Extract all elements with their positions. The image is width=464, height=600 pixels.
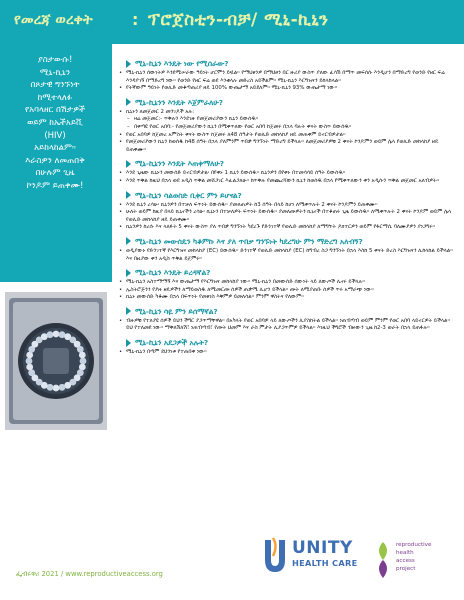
rhap-logo <box>374 536 460 586</box>
faq-section <box>118 267 454 302</box>
pill-dot <box>59 384 66 391</box>
bullet-item: • እንደ ጥቅል ከዚህ በኋላ ወደ አዲስ ጥቅል መሸጋገር እፈልጋለሁ። ከጥቅሉ የመጨረሻውን ኪኒን ከወሰዱ በኋላ የሚቀጥለውን ቀን አዲሱን ጥቅል መጀመር አለብዎት። <box>118 178 454 186</box>
question-text: ሚኒ-ኪኒን እንዴት ይረዳኛል? <box>135 268 211 278</box>
arrow-right-icon <box>126 307 131 315</box>
bullet-item: • ኪኒኑ መውሰድ ካቆሙ በኋላ በፍጥነት የመፀነስ እቅምዎ ይመለሳል። ምንም ዋስትና የለውም። <box>118 294 454 302</box>
header-colon: : <box>132 10 139 29</box>
faq-section <box>118 306 454 333</box>
reminder-line: ኮንዶም ይጠቀሙ! <box>26 180 84 191</box>
pill-dot <box>53 385 60 392</box>
pill-dot <box>79 352 86 359</box>
bullet-item: • ኢስትሮጅንን የያዙ ዘዴዎችን ለማይወስዱ ለሚመርጡ ሰዎች ጠቃሚ ሊሆን ይችላል። ጡት ለሚያጠቡ ሰዎች ጥሩ አማራጭ ነው። <box>118 287 454 295</box>
pill-dot <box>26 358 33 365</box>
rhap-wordmark-line: access <box>396 558 415 564</box>
arrow-right-icon <box>126 269 131 277</box>
question-text: ሚኒ-ኪኒን እንዴት ነው የሚሰራው? <box>135 59 229 68</box>
bullet-item: • ሚኒ-ኪኒን ሰውነትዎ እንደሚሠራው ዓይነት ሆርሞን ይዟል። የማህፀንዎ በማህፀን በር ዙሪያ ውስጥ ያለው ፈሳሽ በማጥ መፍሰሱ እንዲሆን በማድረግ የወንድ የዘር ፍሬ እንዳያገኝ በማድረግ ነው። የወንድ የዘር ፍሬ ወደ እንቁላሉ መድረስ አይችልም። ሚኒ-ኪኒን እርግዝናን ይከላከላል። <box>118 70 454 85</box>
sub-bullet-item: – ዛሬ መጀመር:- ጥቅሉን እንደገዙ የመጀመሪያውን ኪኒን ይውሰዱ። <box>118 116 454 124</box>
section-question <box>126 97 454 108</box>
section-question <box>126 236 454 247</box>
content-column <box>118 58 454 361</box>
bullet-item: • እንደ ጊዜው ኪኒኑን መውሰድ ይኖርብዎታል፡ በየቀኑ 1 ኪኒን ይውሰዱ። ኪኒንዎን በየቀኑ በተመሳሳይ ሰዓት ይውሰዱ። <box>118 170 454 178</box>
reminder-line: አይከላከልም። <box>34 143 76 154</box>
faq-section <box>118 58 454 93</box>
section-question <box>126 306 454 317</box>
arrow-right-icon <box>126 237 131 245</box>
section-question <box>126 158 454 169</box>
footer-url: ፌብሩዋሪ 2021 / www.reproductiveaccess.org <box>16 570 163 578</box>
question-text: ሚኒ-ኪኒንን እንዴት እጀምራለሁ? <box>135 97 223 107</box>
reminder-line: ወይም ከኤችአይቪ <box>27 117 83 128</box>
arrow-right-icon <box>126 98 131 106</box>
pill-dot <box>47 331 54 338</box>
bullet-item: • የወር አበባዎ ከጀመረ አምስት ቀናት ውስጥ ከጀመሩ ለ48 ሰዓታት የወሊድ መከላከያ ዘዴ መጠቀም ይኖርብዎታል። <box>118 132 454 140</box>
question-text: ሚኒ-ኪኒን መውሰዴን ካቆምኩ እና ያለ ጥበቃ ግንኙነት ካደረግሁ ምን ማድረግ አለብኝ? <box>135 236 363 246</box>
section-question <box>126 58 454 69</box>
rhap-wordmark-line: reproductive <box>396 542 432 548</box>
faq-section <box>118 337 454 357</box>
unity-subtitle: HEALTH CARE <box>292 558 358 568</box>
unity-wordmark: UNITY <box>292 538 353 558</box>
pill-pack-image <box>5 292 107 430</box>
bullet-item: • ወዲያውኑ የድንገተኛ የእርግዝና መከላከያ (EC) ይውሰዱ። ድንገተኛ የወሊድ መከላከያ (EC) ከግብረ ስጋ ግንኙነት በኋላ እስከ 5 ቀናት ድረስ እርግዝናን ሊከላከል ይችላል። እና በዚያው ቀን አዲስ ጥቅል ይጀምሩ። <box>118 248 454 263</box>
reminder-line: በጾታዊ ግንኙነት <box>30 80 80 91</box>
unity-mark-icon <box>262 536 288 576</box>
bullet-item: • ሚኒ-ኪኒን አስተማማኝ እና ውጤታማ የእርግዝና መከላከያ ነው። ሚኒ-ኪኒን በመውሰድ ሰውነት ላይ ለውጦች ሊኖሩ ይችላሉ። <box>118 279 454 287</box>
bullet-item: • የመጀመሪያውን ኪኒን ከወሰዱ ከ48 ሰዓት በኋላ ያለምንም ጥበቃ ግንኙነት ማድረግ ይችላሉ። ለመጀመሪያዎቹ 2 ቀናት ኮንዶምን ወይም ሌላ የወሊድ መከላከያ ዘዴ ይጠቀሙ። <box>118 139 454 154</box>
sub-bullet-item: – በቀጣዩ የወር አበባ:- የመጀመሪያውን ኪኒን በሚቀጥለው የወር አበባ ከጀመሩ በኋላ ባሉት ቀናት ውስጥ ይውሰዱ። <box>118 124 454 132</box>
arrow-right-icon <box>126 60 131 68</box>
reminder-line: የአባላዘር በሽታዎች <box>25 105 85 116</box>
header-label: የመረጃ ወረቀት <box>14 12 93 28</box>
bullet-item: • ሁለት ወይም ከዚያ በላይ ኪኒኖችን ረሳሁ፡ ኪኒኑን በተቻለዎት ፍጥነት ይውሰዱ። ያመለጡዎትን ኪኒኖች በተቆጠሩ ጊዜ ይውሰዱ። ለሚቀጥሉት 2 ቀናት ኮንዶም ወይም ሌላ የወሊድ መከላከያ ዘዴ ይጠቀሙ። <box>118 209 454 224</box>
faq-section <box>118 190 454 232</box>
header-bar <box>0 0 464 44</box>
bullet-item: • እንደ ኪኒን ረሳሁ፡ ኪኒንዎን በተቻለ ፍጥነት ይውሰዱ። ያመለጠዎት ከ3 ሰዓት በላይ ከሆነ ለሚቀጥሉት 2 ቀናት ኮንዶምን ይጠቀሙ። <box>118 202 454 210</box>
bullet-item: • ኪኒኑን ለመጀመር 2 መንገዶች አሉ: <box>118 109 454 117</box>
reminder-line: ከሚተላለፉ <box>37 92 73 103</box>
reminder-text <box>6 54 104 193</box>
question-text: ሚኒ-ኪኒንን እንዴት እጠቀማለሁ? <box>135 159 224 169</box>
faq-section <box>118 158 454 185</box>
rhap-leaf-icon <box>374 540 392 580</box>
arrow-right-icon <box>126 339 131 347</box>
faq-section <box>118 236 454 263</box>
section-question <box>126 337 454 348</box>
pill-dot <box>80 358 87 365</box>
reminder-sidebar <box>0 44 112 282</box>
question-text: ሚኒ-ኪኒን ሳዬ ምን ይሰማኛል? <box>135 306 218 316</box>
reminder-line: (HIV) <box>44 130 66 141</box>
question-text: ሚኒ-ኪኒን አደጋዎች አሉት? <box>135 338 209 348</box>
rhap-wordmark-line: project <box>396 566 416 572</box>
reminder-line: እራስዎን ለመጠበቅ <box>25 155 85 166</box>
faq-section <box>118 97 454 155</box>
pill-dot <box>26 364 33 371</box>
page-title: ፕሮጀስቲን-ብቻ/ ሚኒ-ኪኒን <box>148 10 329 30</box>
arrow-right-icon <box>126 191 131 199</box>
reminder-line: ያስታውሱ! <box>37 55 73 65</box>
pill-dot <box>53 331 60 338</box>
rhap-wordmark-line: health <box>396 550 414 556</box>
unity-logo <box>262 534 366 582</box>
bullet-item: • ሚኒ-ኪኒን በጣም ደህንነቱ የተጠበቀ ነው። <box>118 349 454 357</box>
reminder-line: በሁሉም ጊዜ <box>35 168 75 179</box>
section-question <box>126 190 454 201</box>
bullet-item: • ኪኒንዎን ከረሱ እና ላለፉት 5 ቀናት ውስጥ ያለ ጥበቃ ግንኙነት ካደረጉ የድንገተኛ የወሊድ መከላከያ ለማግኘት ዶክተርዎን ወይም የፋርማሲ ባለሙያዎን ያነጋግሩ። <box>118 224 454 232</box>
reminder-line: ሚኒ-ኪኒን <box>39 67 71 78</box>
bullet-item: • የትኛውም ዓይነት የወሊድ መቆጣጠሪያ ዘዴ 100% ውጤታማ አይደለም። ሚኒ-ኪኒን 93% ውጤታማ ነው። <box>118 85 454 93</box>
bullet-item: • ብዙዎቹ የተለያዩ ሰዎች ይህን ችግር ያጋጥማቸዋል። በአካላት የወር አበባዎ ላይ ለውጦችን ሊያስከትል ይችላል። ነጠብጣብ ወይም ምንም የወር አበባ ላይኖርዎት ይችላል። ይህ የተለመደ ነው። ማቅለሽለሽ፣ ነጠብጣብ፣ የጡት ህመም እና ራስ ምታት ሊያጋጥምዎ ይችላል። እነዚህ ችግሮች ብዙውን ጊዜ ከ2-3 ወራት በኋላ ይጠፋሉ። <box>118 318 454 333</box>
section-question <box>126 267 454 278</box>
arrow-right-icon <box>126 160 131 168</box>
question-text: ሚኒ-ኪኒን ሳልወስድ ቢቀር ምን ይሆናል? <box>135 190 242 200</box>
